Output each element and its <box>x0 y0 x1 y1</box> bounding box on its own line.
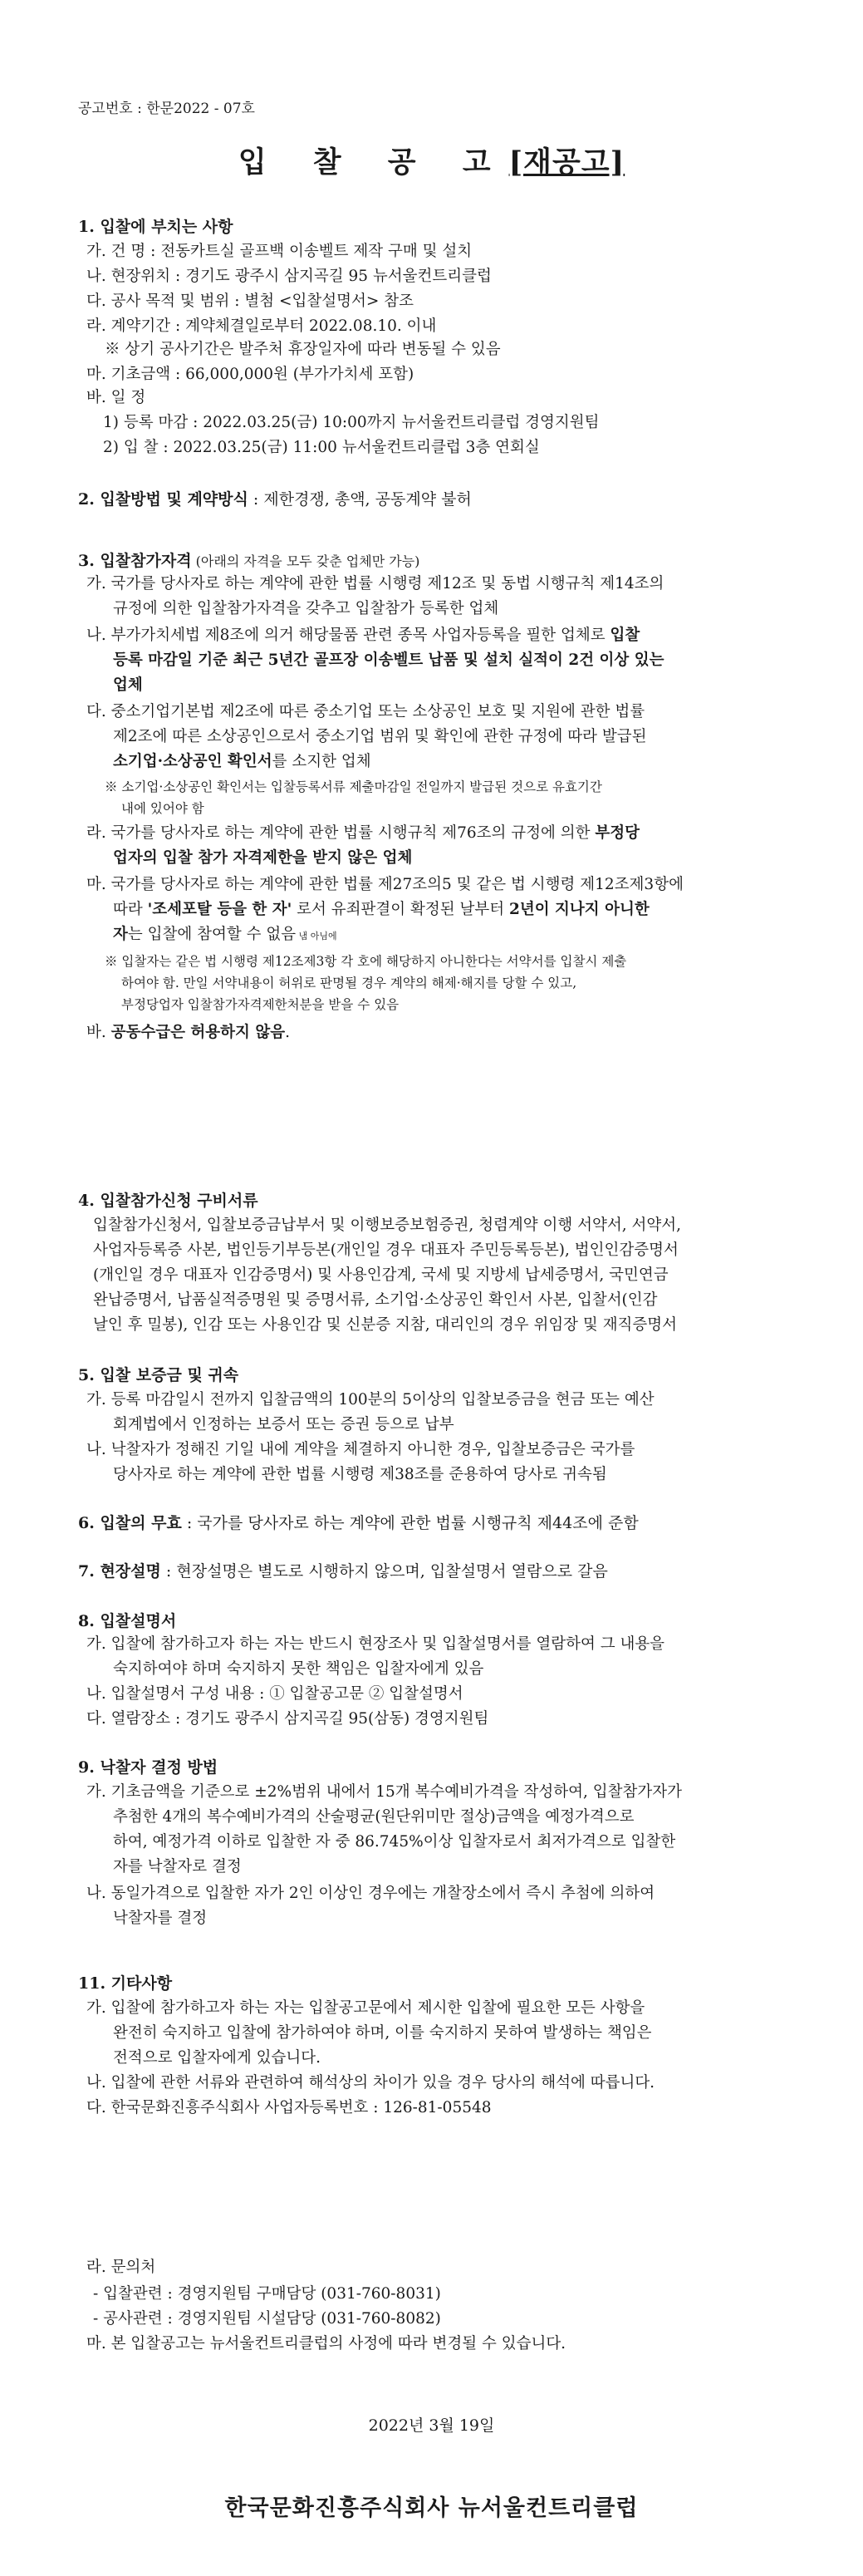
s3-f-prefix: 바. <box>86 1024 111 1041</box>
s9-a-line2: 추첨한 4개의 복수예비가격의 산술평균(원단위미만 절상)금액을 예정가격으로 <box>113 1808 635 1826</box>
s4-line2: 사업자등록증 사본, 법인등기부등본(개인일 경우 대표자 주민등록등본), 법인인감증명서 <box>93 1241 679 1259</box>
s9-a-line1: 가. 기초금액을 기준으로 ±2%범위 내에서 15개 복수예비가격을 작성하여, 입찰참가자가 <box>86 1783 682 1801</box>
s11-a-line3: 전적으로 입찰자에게 있습니다. <box>113 2049 321 2067</box>
s3-e-note3: 부정당업자 입찰참가자격제한처분을 받을 수 있음 <box>121 997 400 1012</box>
title-main: 입 찰 공 고 <box>238 145 509 179</box>
section-1-heading: 1. 입찰에 부치는 사항 <box>78 218 233 236</box>
s1-item-e: 마. 기초금액 : 66,000,000원 (부가가치세 포함) <box>86 366 414 383</box>
section-5-heading: 5. 입찰 보증금 및 귀속 <box>78 1366 239 1384</box>
s11-a-line2: 완전히 숙지하고 입찰에 참가하여야 하며, 이를 숙지하지 못하여 발생하는 책임은 <box>113 2024 652 2042</box>
s9-a-line3: 하여, 예정가격 이하로 입찰한 자 중 86.745%이상 입찰자로서 최저가격으로 입찰한 <box>113 1833 676 1851</box>
s3-e-line3-text: 는 입찰에 참여할 수 없음 <box>127 926 297 943</box>
s4-line5: 날인 후 밀봉), 인감 또는 사용인감 및 신분증 지참, 대리인의 경우 위임장 및 재직증명서 <box>93 1316 678 1334</box>
s3-c-line2: 제2조에 따른 소상공인으로서 중소기업 범위 및 확인에 관한 규정에 따라 발급된 <box>113 728 647 745</box>
s3-a-line2: 규정에 의한 입찰참가자격을 갖추고 입찰참가 등록한 업체 <box>113 600 499 617</box>
s3-c-note1: ※ 소기업·소상공인 확인서는 입찰등록서류 제출마감일 전일까지 발급된 것으로 유효기간 <box>105 779 602 794</box>
s3-b-line2: 등록 마감일 기준 최근 5년간 골프장 이송벨트 납품 및 설치 실적이 2건 이상 있는 <box>113 651 664 669</box>
s6-text: : 국가를 당사자로 하는 계약에 관한 법률 시행규칙 제44조에 준함 <box>181 1514 639 1532</box>
s1-item-f1: 1) 등록 마감 : 2022.03.25(금) 10:00까지 뉴서울컨트리클럽 경영지원팀 <box>103 414 600 431</box>
organization-name: 한국문화진흥주식회사 뉴서울컨트리클럽 <box>224 2495 639 2521</box>
section-11-heading: 11. 기타사항 <box>78 1974 173 1993</box>
s3-f-bold: 공동수급은 허용하지 않음 <box>110 1024 286 1041</box>
s9-a-line4: 자를 낙찰자로 결정 <box>113 1858 242 1875</box>
section-8-heading: 8. 입찰설명서 <box>78 1612 177 1630</box>
section-7-heading <box>78 1559 608 1581</box>
s2-title: 2. 입찰방법 및 계약방식 <box>78 490 248 509</box>
s3-a-line1: 가. 국가를 당사자로 하는 계약에 관한 법률 시행령 제12조 및 동법 시행규칙 제14조의 <box>86 575 664 592</box>
s3-d-line1-text: 라. 국가를 당사자로 하는 계약에 관한 법률 시행규칙 제76조의 규정에 의한 <box>86 824 596 842</box>
section-2-heading <box>78 487 472 509</box>
s3-b-line1-bold: 입찰 <box>610 627 640 644</box>
s3-e-line2-a: 따라 <box>113 901 148 918</box>
s3-d-line1-bold: 부정당 <box>595 824 640 842</box>
s3-b-line3: 업체 <box>113 676 143 694</box>
s5-a-line1: 가. 등록 마감일시 전까지 입찰금액의 100분의 5이상의 입찰보증금을 현금 또는 예산 <box>86 1391 655 1408</box>
s11-b: 나. 입찰에 관한 서류와 관련하여 해석상의 차이가 있을 경우 당사의 해석에 따릅니다. <box>86 2074 655 2092</box>
page-title <box>0 140 863 181</box>
s1-item-d-note: ※ 상기 공사기간은 발주처 휴장일자에 따라 변동될 수 있음 <box>105 341 501 358</box>
s5-b-line2: 당사자로 하는 계약에 관한 법률 시행령 제38조를 준용하여 당사로 귀속됨 <box>113 1466 607 1483</box>
s4-line3: (개인일 경우 대표자 인감증명서) 및 사용인감계, 국세 및 지방세 납세증명서, 국민연금 <box>93 1266 669 1284</box>
s3-e-note1: ※ 입찰자는 같은 법 시행령 제12조제3항 각 호에 해당하지 아니한다는 서약서를 입찰시 제출 <box>105 954 627 969</box>
s11-c: 다. 한국문화진흥주식회사 사업자등록번호 : 126-81-05548 <box>86 2099 492 2116</box>
s11-a-line1: 가. 입찰에 참가하고자 하는 자는 입찰공고문에서 제시한 입찰에 필요한 모든 사항을 <box>86 1999 645 2017</box>
s8-b: 나. 입찰설명서 구성 내용 : ① 입찰공고문 ② 입찰설명서 <box>86 1685 463 1703</box>
s3-title: 3. 입찰참가자격 <box>78 552 192 570</box>
s3-e-line3-bold: 자 <box>113 926 128 943</box>
s7-text: : 현장설명은 별도로 시행하지 않으며, 입찰설명서 열람으로 갈음 <box>160 1562 608 1581</box>
s3-c-line3-bold: 소기업·소상공인 확인서 <box>113 753 272 770</box>
s3-c-line1: 다. 중소기업기본법 제2조에 따른 중소기업 또는 소상공인 보호 및 지원에 관한 법률 <box>86 703 645 720</box>
s11-e: 마. 본 입찰공고는 뉴서울컨트리클럽의 사정에 따라 변경될 수 있습니다. <box>86 2335 566 2352</box>
s4-line1: 입찰참가신청서, 입찰보증금납부서 및 이행보증보험증권, 청렴계약 이행 서약서, 서약서, <box>93 1217 682 1234</box>
s7-title: 7. 현장설명 <box>78 1562 161 1581</box>
s3-e-line2-b: '조세포탈 등을 한 자' <box>147 901 292 918</box>
s5-b-line1: 나. 낙찰자가 정해진 기일 내에 계약을 체결하지 아니한 경우, 입찰보증금은 국가를 <box>86 1441 635 1458</box>
s3-d-line1 <box>86 823 640 844</box>
s1-item-f2: 2) 입 찰 : 2022.03.25(금) 11:00 뉴서울컨트리클럽 3층 연회실 <box>103 439 540 456</box>
s3-e-line2-d: 2년이 지나지 아니한 <box>508 901 650 918</box>
s3-e-line1: 마. 국가를 당사자로 하는 계약에 관한 법률 제27조의5 및 같은 법 시행령 제12조제3항에 <box>86 876 684 893</box>
s3-title-note: (아래의 자격을 모두 갖춘 업체만 가능) <box>191 553 420 569</box>
s3-e-line3 <box>113 924 337 947</box>
section-9-heading: 9. 낙찰자 결정 방법 <box>78 1758 218 1777</box>
s1-item-f: 바. 일 정 <box>86 389 146 406</box>
s11-d-contact2: - 공사관련 : 경영지원팀 시설담당 (031-760-8082) <box>93 2310 441 2328</box>
s3-e-line2 <box>113 899 650 921</box>
section-3-heading <box>78 548 419 571</box>
notice-number: 공고번호 : 한문2022 - 07호 <box>78 101 255 117</box>
s1-item-b: 나. 현장위치 : 경기도 광주시 삼지곡길 95 뉴서울컨트리클럽 <box>86 268 492 285</box>
s8-a-line2: 숙지하여야 하며 숙지하지 못한 책임은 입찰자에게 있음 <box>113 1660 484 1678</box>
s8-a-line1: 가. 입찰에 참가하고자 하는 자는 반드시 현장조사 및 입찰설명서를 열람하여 그 내용을 <box>86 1635 665 1653</box>
s6-title: 6. 입찰의 무효 <box>78 1514 182 1532</box>
s1-item-c: 다. 공사 목적 및 범위 : 별첨 <입찰설명서> 참조 <box>86 293 414 310</box>
s3-f <box>86 1022 290 1044</box>
s3-e-note2: 하여야 함. 만일 서약내용이 허위로 판명될 경우 계약의 해제·해지를 당할 수 있고, <box>121 976 577 991</box>
s3-e-line2-c: 로서 유죄판결이 확정된 날부터 <box>292 901 509 918</box>
s3-c-line3-text: 를 소지한 업체 <box>272 753 371 770</box>
s5-a-line2: 회계법에서 인정하는 보증서 또는 증권 등으로 납부 <box>113 1416 454 1433</box>
s3-f-end: . <box>285 1024 290 1041</box>
section-6-heading <box>78 1511 639 1533</box>
s8-c: 다. 열람장소 : 경기도 광주시 삼지곡길 95(삼동) 경영지원팀 <box>86 1710 489 1728</box>
s3-c-note2: 내에 있어야 함 <box>121 801 204 816</box>
s2-text: : 제한경쟁, 총액, 공동계약 불허 <box>248 490 472 509</box>
s1-item-d: 라. 계약기간 : 계약체결일로부터 2022.08.10. 이내 <box>86 317 437 335</box>
s3-b-line1 <box>86 625 640 646</box>
notice-date: 2022년 3월 19일 <box>368 2416 495 2435</box>
s11-d-contact1: - 입찰관련 : 경영지원팀 구매담당 (031-760-8031) <box>93 2285 441 2303</box>
s11-d: 라. 문의처 <box>86 2259 156 2276</box>
title-suffix: [재공고] <box>508 145 625 179</box>
s3-c-line3 <box>113 751 371 773</box>
s9-b-line2: 낙찰자를 결정 <box>113 1910 208 1927</box>
s3-b-line1-text: 나. 부가가치세법 제8조에 의거 해당물품 관련 종목 사업자등록을 필한 업체로 <box>86 627 610 644</box>
s9-b-line1: 나. 동일가격으로 입찰한 자가 2인 이상인 경우에는 개찰장소에서 즉시 추첨에 의하여 <box>86 1885 655 1902</box>
s4-line4: 완납증명서, 납품실적증명원 및 증명서류, 소기업·소상공인 확인서 사본, 입찰서(인감 <box>93 1291 658 1309</box>
s3-d-line2: 업자의 입찰 참가 자격제한을 받지 않은 업체 <box>113 849 413 867</box>
section-4-heading: 4. 입찰참가신청 구비서류 <box>78 1192 258 1210</box>
s3-e-line3-small: 냄 아님에 <box>296 931 337 941</box>
s1-item-a: 가. 건 명 : 전동카트실 골프백 이송벨트 제작 구매 및 설치 <box>86 243 473 260</box>
